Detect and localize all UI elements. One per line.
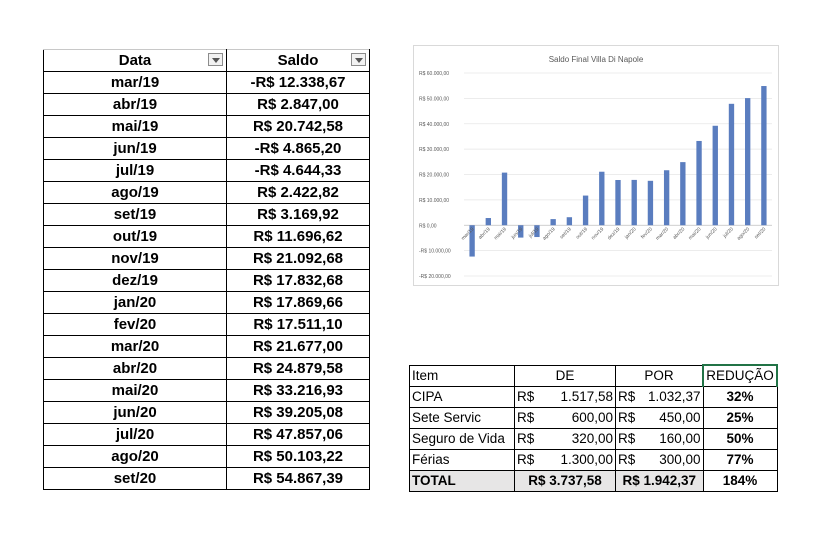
- y-tick-label: R$ 40.000,00: [419, 121, 450, 128]
- x-tick-label: mar/19: [460, 226, 476, 242]
- table-row: [410, 387, 778, 408]
- y-tick-label: R$ 0,00: [419, 223, 437, 230]
- saldo-cell[interactable]: R$ 21.092,68: [227, 248, 370, 270]
- data-cell[interactable]: abr/20: [44, 358, 227, 380]
- bar: [713, 126, 718, 225]
- data-cell[interactable]: mai/19: [44, 116, 227, 138]
- de-currency: R$: [517, 410, 535, 425]
- data-cell[interactable]: mar/20: [44, 336, 227, 358]
- table-row: [44, 424, 370, 446]
- data-cell[interactable]: ago/19: [44, 182, 227, 204]
- reducao-cell[interactable]: 32%: [703, 387, 777, 408]
- x-tick-label: abr/19: [477, 226, 492, 241]
- table-row: [410, 408, 778, 429]
- header-reducao[interactable]: REDUÇÃO: [703, 365, 777, 387]
- data-cell[interactable]: jan/20: [44, 292, 227, 314]
- x-tick-label: ago/19: [541, 226, 557, 242]
- x-tick-label: jan/20: [623, 226, 638, 241]
- y-tick-label: R$ 20.000,00: [419, 172, 450, 179]
- saldo-cell[interactable]: R$ 39.205,08: [227, 402, 370, 424]
- x-tick-label: jul/19: [527, 226, 541, 240]
- saldo-cell[interactable]: -R$ 4.644,33: [227, 160, 370, 182]
- bar: [567, 217, 572, 225]
- de-value: 320,00: [571, 431, 613, 446]
- saldo-cell[interactable]: R$ 20.742,58: [227, 116, 370, 138]
- saldo-cell[interactable]: R$ 33.216,93: [227, 380, 370, 402]
- data-cell[interactable]: jun/20: [44, 402, 227, 424]
- saldo-cell[interactable]: R$ 24.879,58: [227, 358, 370, 380]
- por-currency: R$: [618, 431, 636, 446]
- table-row: [44, 226, 370, 248]
- table-row: [44, 468, 370, 490]
- saldo-cell[interactable]: R$ 3.169,92: [227, 204, 370, 226]
- table-row: [44, 446, 370, 468]
- por-cell[interactable]: [616, 429, 704, 450]
- por-currency: R$: [618, 452, 636, 467]
- x-tick-label: jun/19: [510, 226, 525, 241]
- bar: [680, 162, 685, 225]
- header-data-label: Data: [118, 51, 152, 69]
- table-row: [410, 429, 778, 450]
- data-cell[interactable]: abr/19: [44, 94, 227, 116]
- saldo-table-header-row: [44, 50, 370, 72]
- bar: [502, 173, 507, 226]
- reduction-total-row: [410, 471, 778, 492]
- total-reducao[interactable]: 184%: [703, 471, 777, 492]
- table-row: [44, 182, 370, 204]
- filter-dropdown-icon[interactable]: [208, 53, 223, 66]
- de-cell[interactable]: [515, 387, 616, 408]
- de-value: 1.517,58: [560, 389, 613, 404]
- item-cell[interactable]: Sete Servic: [410, 408, 515, 429]
- table-row: [44, 402, 370, 424]
- y-tick-label: R$ 10.000,00: [419, 197, 450, 204]
- saldo-cell[interactable]: R$ 11.696,62: [227, 226, 370, 248]
- de-value: 1.300,00: [560, 452, 613, 467]
- table-row: [44, 204, 370, 226]
- y-tick-label: -R$ 20.000,00: [419, 274, 451, 280]
- total-por[interactable]: R$ 1.942,37: [616, 471, 704, 492]
- x-tick-label: set/19: [558, 226, 573, 241]
- header-de[interactable]: DE: [515, 365, 616, 387]
- data-cell[interactable]: dez/19: [44, 270, 227, 292]
- reducao-cell[interactable]: 50%: [703, 429, 777, 450]
- de-value: 600,00: [571, 410, 613, 425]
- bar: [648, 181, 653, 225]
- filter-dropdown-icon[interactable]: [351, 53, 366, 66]
- data-cell[interactable]: set/20: [44, 468, 227, 490]
- data-cell[interactable]: out/19: [44, 226, 227, 248]
- x-tick-label: out/19: [574, 226, 589, 241]
- bar: [583, 196, 588, 226]
- por-value: 450,00: [659, 410, 701, 425]
- table-row: [44, 116, 370, 138]
- por-cell[interactable]: [616, 387, 704, 408]
- bar: [745, 98, 750, 225]
- data-cell[interactable]: fev/20: [44, 314, 227, 336]
- data-cell[interactable]: jun/19: [44, 138, 227, 160]
- de-cell[interactable]: [515, 408, 616, 429]
- por-value: 160,00: [659, 431, 701, 446]
- table-row: [410, 450, 778, 471]
- y-tick-label: -R$ 10.000,00: [419, 248, 451, 255]
- table-row: [44, 94, 370, 116]
- saldo-cell[interactable]: R$ 54.867,39: [227, 468, 370, 490]
- saldo-cell[interactable]: -R$ 4.865,20: [227, 138, 370, 160]
- saldo-cell[interactable]: R$ 50.103,22: [227, 446, 370, 468]
- data-cell[interactable]: set/19: [44, 204, 227, 226]
- x-tick-label: set/20: [753, 226, 768, 241]
- saldo-cell[interactable]: -R$ 12.338,67: [227, 72, 370, 94]
- chart-container[interactable]: [413, 45, 779, 286]
- y-tick-label: R$ 50.000,00: [419, 96, 450, 103]
- bar: [696, 141, 701, 225]
- table-row: [44, 314, 370, 336]
- chart-title: Saldo Final Villa Di Napole: [548, 55, 644, 64]
- bar: [599, 172, 604, 226]
- saldo-cell[interactable]: R$ 17.832,68: [227, 270, 370, 292]
- table-row: [44, 380, 370, 402]
- total-de[interactable]: R$ 3.737,58: [515, 471, 616, 492]
- de-cell[interactable]: [515, 429, 616, 450]
- por-value: 300,00: [659, 452, 701, 467]
- bar: [729, 104, 734, 225]
- x-tick-label: mai/20: [687, 226, 703, 242]
- de-currency: R$: [517, 431, 535, 446]
- table-row: [44, 336, 370, 358]
- x-tick-label: dez/19: [606, 226, 622, 242]
- data-cell[interactable]: mai/20: [44, 380, 227, 402]
- header-saldo-cell[interactable]: [227, 50, 370, 72]
- bar: [761, 86, 766, 225]
- x-tick-label: fev/20: [639, 226, 654, 241]
- bar: [486, 218, 491, 225]
- table-row: [44, 138, 370, 160]
- data-cell[interactable]: jul/19: [44, 160, 227, 182]
- item-cell[interactable]: Férias: [410, 450, 515, 471]
- de-cell[interactable]: [515, 450, 616, 471]
- x-tick-label: jun/20: [704, 226, 719, 241]
- table-row: [44, 270, 370, 292]
- saldo-cell[interactable]: R$ 2.847,00: [227, 94, 370, 116]
- por-currency: R$: [618, 389, 636, 404]
- reduction-table: [409, 364, 778, 492]
- table-row: [44, 358, 370, 380]
- saldo-cell[interactable]: R$ 21.677,00: [227, 336, 370, 358]
- reducao-cell[interactable]: 77%: [703, 450, 777, 471]
- x-tick-label: jul/20: [722, 226, 735, 240]
- saldo-cell[interactable]: R$ 47.857,06: [227, 424, 370, 446]
- data-cell[interactable]: mar/19: [44, 72, 227, 94]
- x-tick-label: mar/20: [654, 226, 671, 242]
- x-tick-label: ago/20: [736, 226, 752, 242]
- saldo-cell[interactable]: R$ 17.869,66: [227, 292, 370, 314]
- bar-chart: [414, 46, 780, 287]
- y-tick-label: R$ 30.000,00: [419, 147, 450, 154]
- x-tick-label: abr/20: [671, 226, 687, 241]
- x-tick-label: mai/19: [493, 226, 508, 242]
- item-cell[interactable]: Seguro de Vida: [410, 429, 515, 450]
- table-row: [44, 292, 370, 314]
- reduction-header-row: [410, 365, 778, 387]
- data-cell[interactable]: jul/20: [44, 424, 227, 446]
- bar: [615, 180, 620, 225]
- bar: [632, 180, 637, 225]
- total-item[interactable]: TOTAL: [410, 471, 515, 492]
- por-value: 1.032,37: [647, 389, 701, 404]
- item-cell[interactable]: CIPA: [410, 387, 515, 408]
- data-cell[interactable]: ago/20: [44, 446, 227, 468]
- y-tick-label: R$ 60.000,00: [419, 71, 450, 77]
- bar: [550, 219, 555, 225]
- de-currency: R$: [517, 452, 535, 467]
- header-data-cell[interactable]: [44, 50, 227, 72]
- por-cell[interactable]: [616, 408, 704, 429]
- por-currency: R$: [618, 410, 636, 425]
- data-cell[interactable]: nov/19: [44, 248, 227, 270]
- x-tick-label: nov/19: [590, 226, 606, 242]
- table-row: [44, 248, 370, 270]
- saldo-table: [43, 49, 370, 490]
- table-row: [44, 72, 370, 94]
- bar: [664, 170, 669, 225]
- reducao-cell[interactable]: 25%: [703, 408, 777, 429]
- de-currency: R$: [517, 389, 535, 404]
- saldo-cell[interactable]: R$ 17.511,10: [227, 314, 370, 336]
- header-por[interactable]: POR: [616, 365, 704, 387]
- table-row: [44, 160, 370, 182]
- header-saldo-label: Saldo: [277, 51, 319, 69]
- header-item[interactable]: Item: [410, 365, 515, 387]
- por-cell[interactable]: [616, 450, 704, 471]
- saldo-cell[interactable]: R$ 2.422,82: [227, 182, 370, 204]
